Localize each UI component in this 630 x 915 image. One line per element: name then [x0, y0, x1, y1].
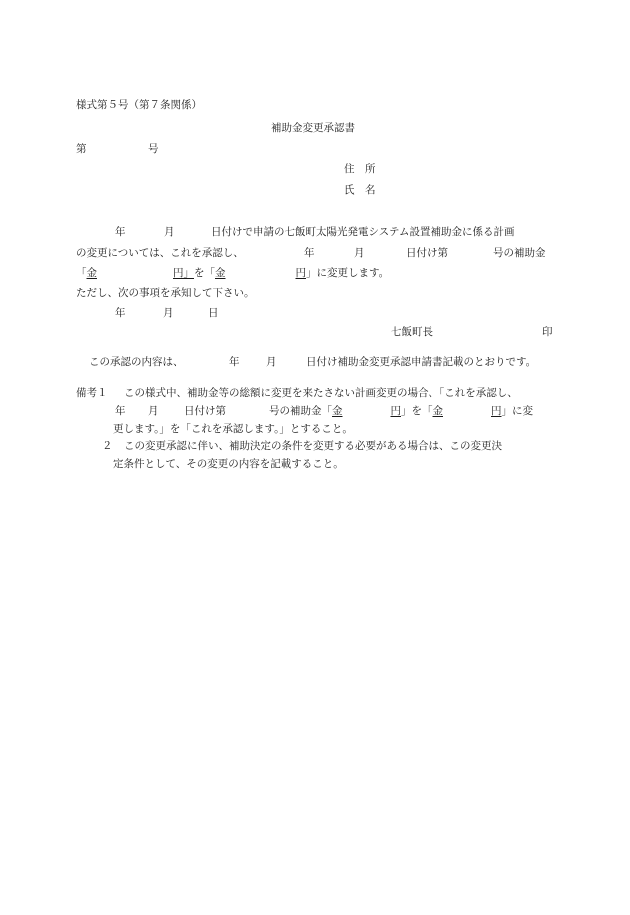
seal-mark: 印 — [542, 326, 553, 338]
note2-number: ２ — [102, 440, 113, 452]
para1-line2-year: 年 — [304, 247, 315, 259]
note1-line1: この様式中、補助金等の総額に変更を来たさない計画変更の場合､「これを承認し、 — [124, 387, 518, 399]
note2-line1: この変更承認に伴い、補助決定の条件を変更する必要がある場合は、この変更決 — [124, 440, 502, 452]
recipient-name-label: 氏 名 — [344, 184, 376, 196]
para1-month: 月 — [164, 226, 175, 238]
para1-line1-text: 日付けで申請の七飯町太陽光発電システム設置補助金に係る計画 — [211, 226, 515, 238]
para1-line2-month: 月 — [354, 247, 365, 259]
date-month: 月 — [163, 307, 174, 319]
para1-line3 — [76, 268, 389, 279]
para1-line2-text3: 号の補助金 — [493, 247, 546, 259]
content-line-year: 年 — [229, 356, 240, 368]
content-line-text1: この承認の内容は、 — [89, 356, 184, 368]
amount-before: 金 円」 — [86, 267, 194, 279]
para1-year: 年 — [115, 226, 126, 238]
note1-year: 年 — [115, 405, 126, 417]
note1-month: 月 — [148, 405, 159, 417]
note1-line3: 更します。」を「これを承認します。」とすること。 — [113, 423, 353, 435]
issue-number-prefix: 第 — [76, 143, 87, 155]
bracket-open: 「 — [76, 267, 87, 279]
issue-number-suffix: 号 — [148, 143, 159, 155]
document-title: 補助金変更承認書 — [271, 122, 355, 134]
note2-line2: 定条件として、その変更の内容を記載すること。 — [113, 458, 344, 470]
amount-after: 金 円 — [215, 267, 306, 279]
form-number: 様式第５号（第７条関係） — [76, 99, 202, 111]
para1-line3-mid: を「 — [194, 267, 215, 279]
date-day: 日 — [208, 307, 219, 319]
note1-amount-before: 金 円 — [332, 405, 401, 417]
notes-label: 備考１ — [76, 387, 108, 399]
note1-amount-after: 金 円 — [432, 405, 502, 417]
para1-line2-text2: 日付け第 — [406, 247, 448, 259]
signer-name: 七飯町長 — [391, 326, 433, 338]
note1-line2-text1: 日付け第 — [184, 405, 226, 417]
para1-line2-text1: の変更については、これを承認し、 — [76, 247, 244, 259]
para1-line3-end: 」に変更します。 — [306, 267, 390, 279]
note1-line2-rest: 号の補助金「金 円」を「金 円」に変 — [269, 405, 533, 417]
para2-text: ただし、次の事項を承知して下さい。 — [76, 287, 255, 299]
date-year: 年 — [115, 307, 126, 319]
content-line-month: 月 — [266, 356, 277, 368]
content-line-text2: 日付け補助金変更承認申請書記載のとおりです。 — [306, 356, 537, 368]
recipient-address-label: 住 所 — [344, 163, 376, 175]
